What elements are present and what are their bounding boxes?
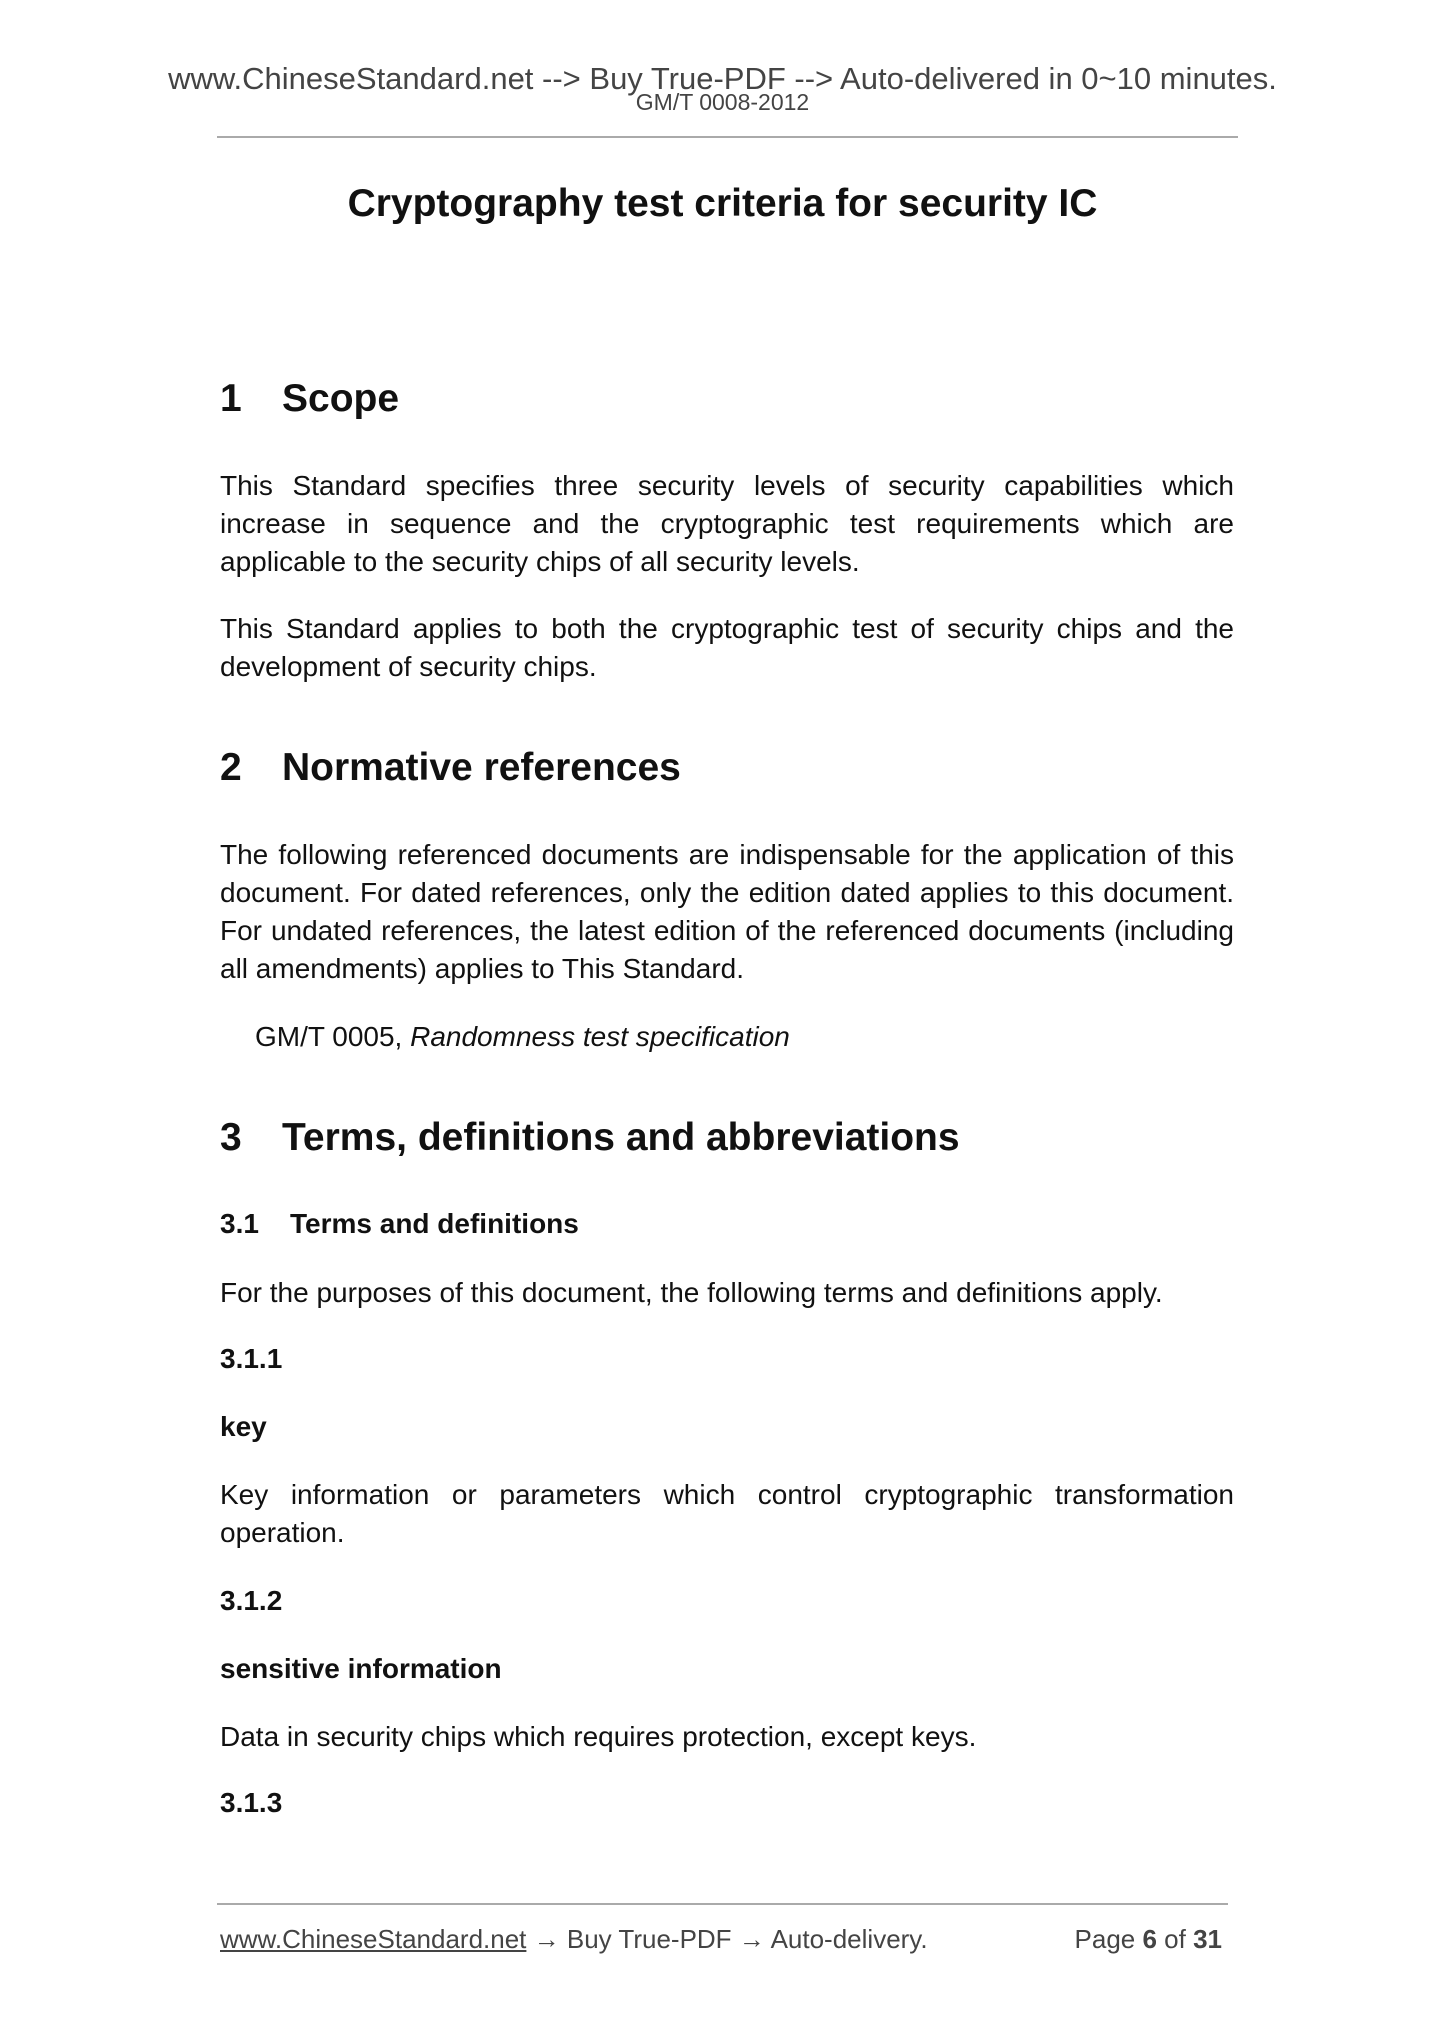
section-heading-terms [220,1114,960,1162]
page-number [1075,1920,1222,1958]
total-pages: 31 [1193,1924,1222,1954]
footer-text [220,1920,928,1958]
scope-paragraph-1: This Standard specifies three security levels of security capabilities which increase in sequence and the cryptographic test requirements which are applicable to the security chips of all security levels. [220,470,1234,577]
scope-paragraph-2: This Standard applies to both the cryptographic test of security chips and the development of security chips. [220,613,1234,682]
page-prefix: Page [1074,1924,1143,1954]
section-heading-normative-references [220,744,681,792]
subsection-heading-terms-definitions [220,1205,579,1243]
term-name: sensitive information [220,1653,502,1684]
term-definition: Key information or parameters which control cryptographic transformation operation. [220,1479,1234,1548]
section-title: Terms, definitions and abbreviations [282,1116,960,1159]
section-heading-scope [220,375,399,423]
reference-code: GM/T 0005, [255,1021,411,1052]
term-definition: Data in security chips which requires protection, except keys. [220,1721,977,1752]
page-title: Cryptography test criteria for security IC [347,182,1098,225]
term-number: 3.1.1 [220,1343,283,1374]
section-title: Scope [282,377,400,420]
references-paragraph: The following referenced documents are indispensable for the application of this document. For dated references, only the edition dated applies to this document. For undated references, the latest edition of the referenced documents (including all amendments) applies to This Standard. [220,839,1234,984]
subsection-title: Terms and definitions [290,1208,579,1239]
section-number: 2 [220,746,242,789]
footer-divider [217,1903,1228,1905]
section-title: Normative references [282,746,681,789]
reference-title: Randomness test specification [410,1021,790,1052]
footer-link[interactable]: www.ChineseStandard.net [220,1924,527,1954]
reference-item [255,1018,790,1056]
footer-tagline: → Buy True-PDF → Auto-delivery. [526,1924,928,1954]
subsection-number: 3.1 [220,1208,259,1239]
current-page: 6 [1142,1924,1157,1954]
section-number: 1 [220,377,242,420]
document-id: GM/T 0008-2012 [635,89,810,115]
header-divider [217,136,1238,138]
terms-intro: For the purposes of this document, the following terms and definitions apply. [220,1277,1163,1308]
page-of: of [1156,1924,1194,1954]
term-number: 3.1.2 [220,1585,283,1616]
header-banner: www.ChineseStandard.net --> Buy True-PDF --> Auto-delivered in 0~10 minutes. [168,61,1277,96]
term-number: 3.1.3 [220,1787,283,1818]
section-number: 3 [220,1116,242,1159]
term-name: key [220,1411,267,1442]
